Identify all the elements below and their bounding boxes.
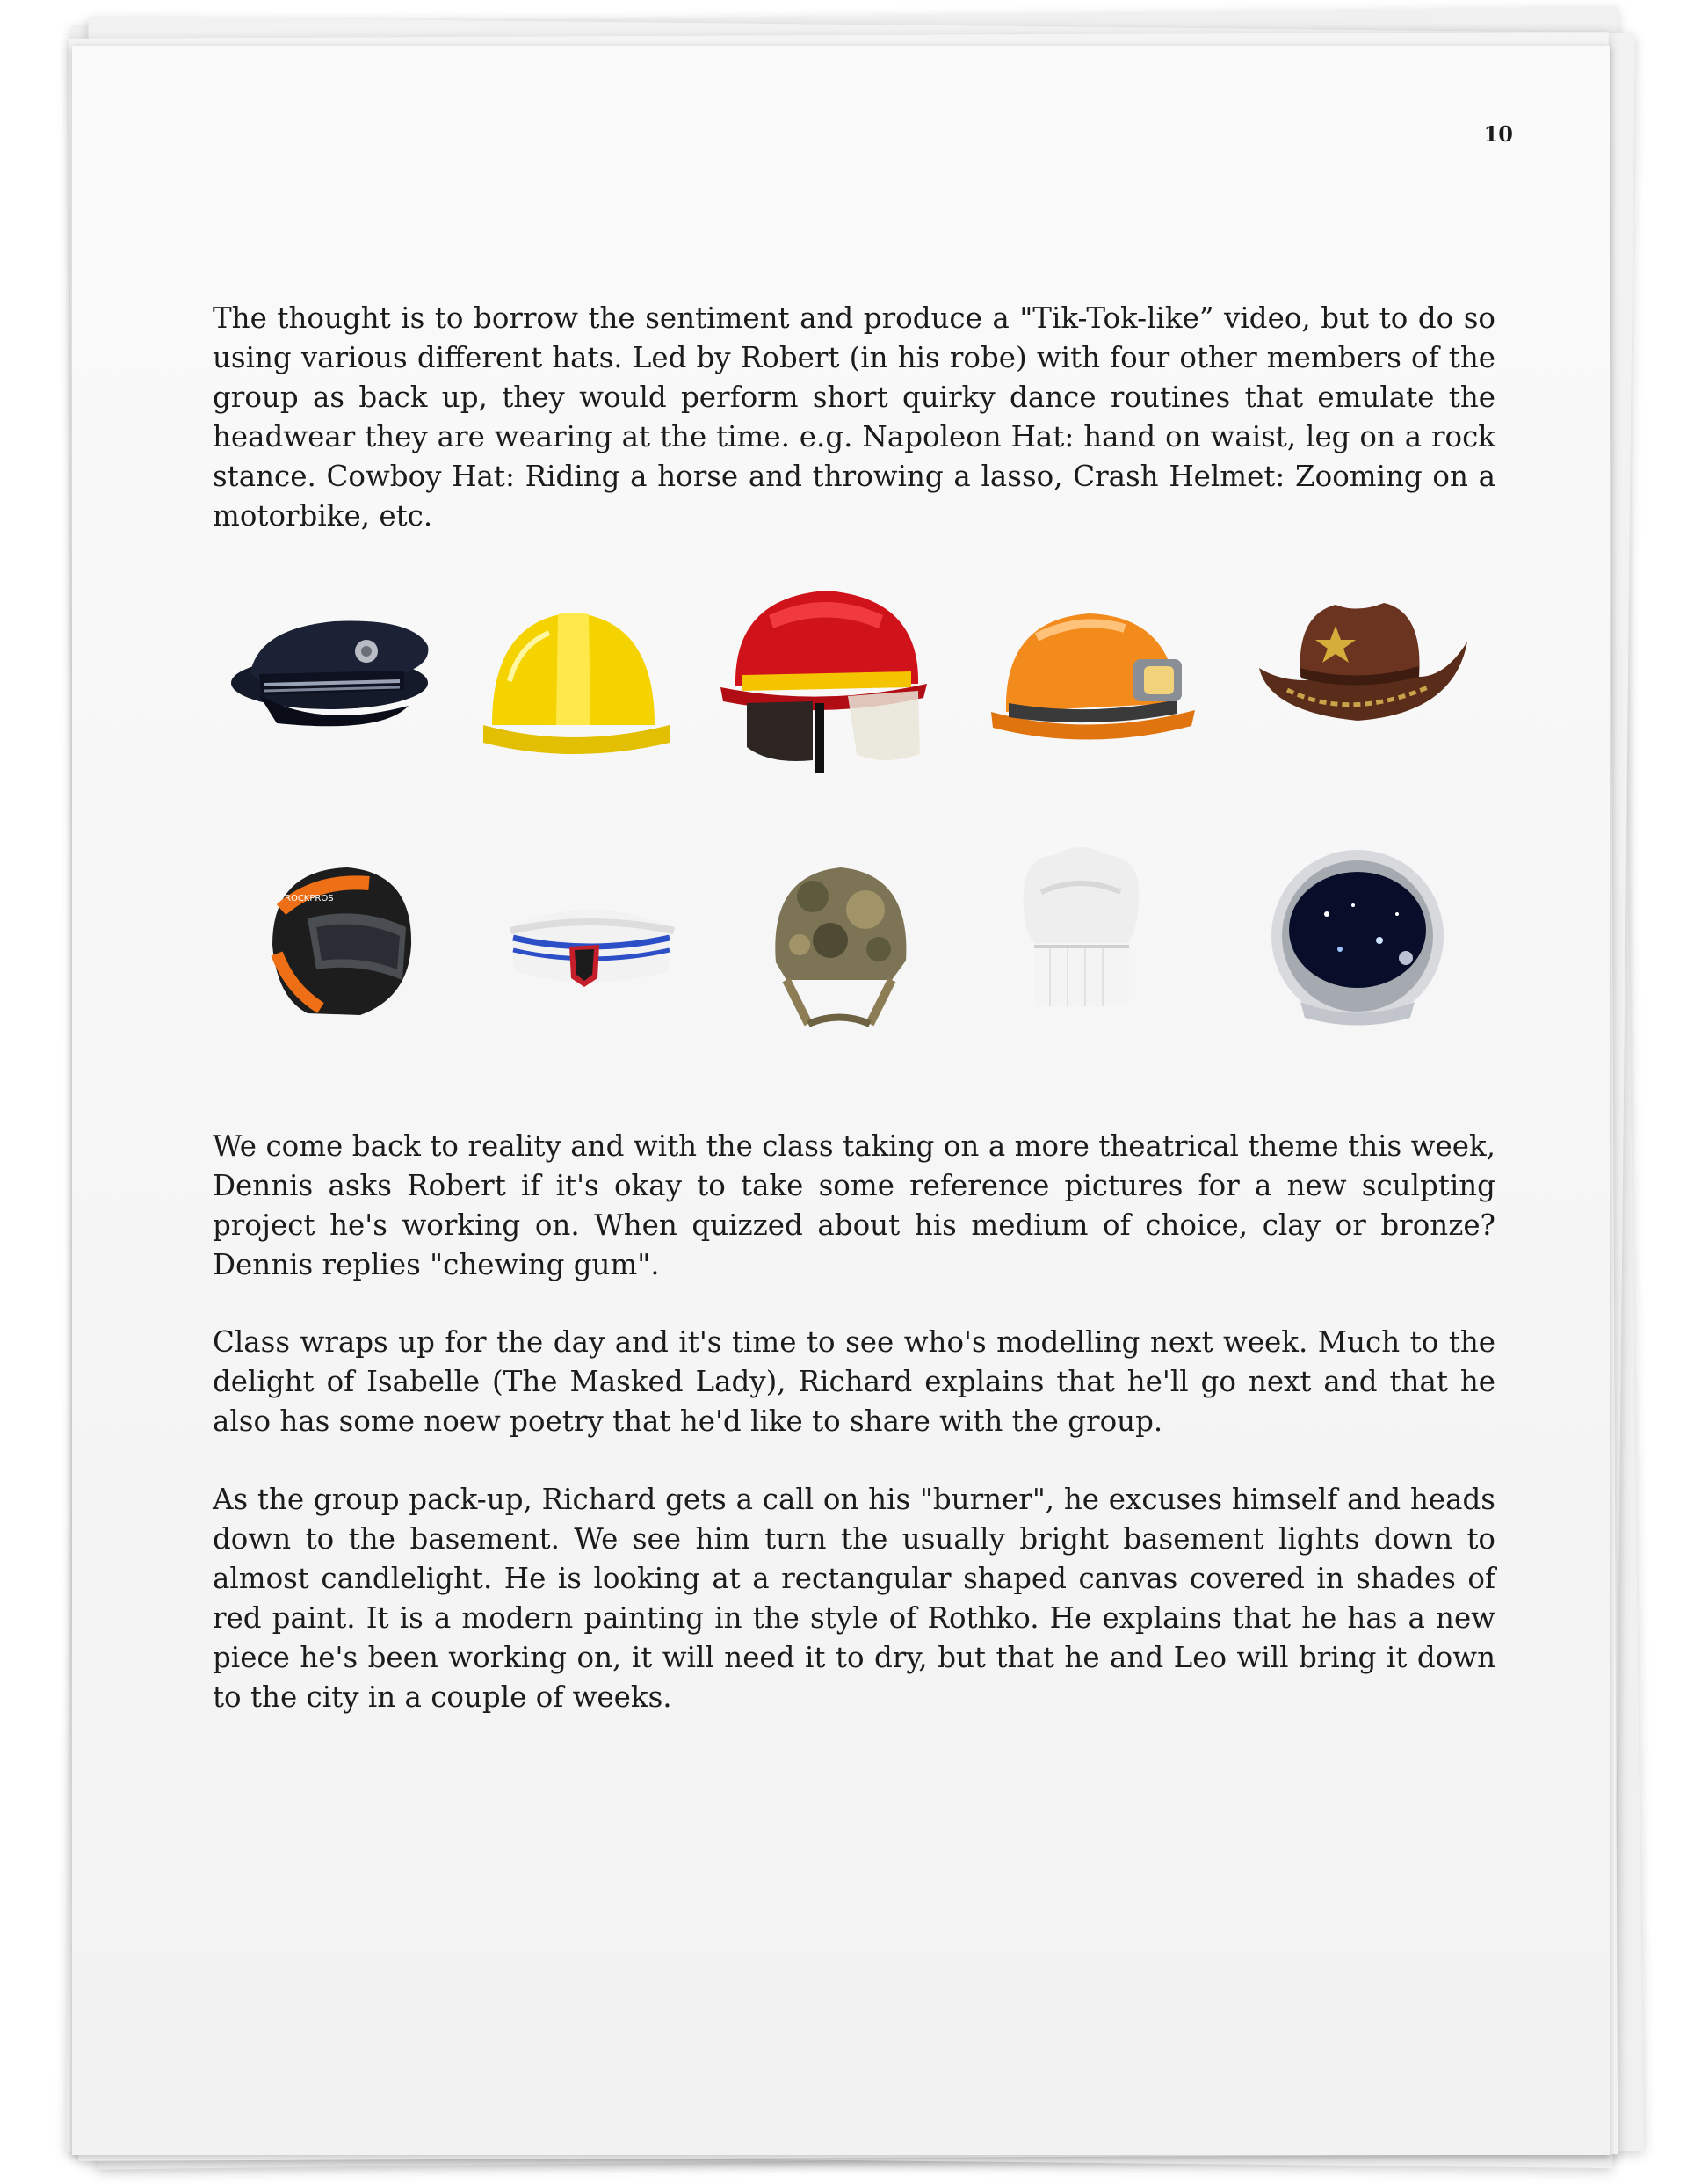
yellow-hard-hat-icon [474, 593, 672, 769]
space-helmet-icon [1265, 844, 1450, 1028]
red-firefighter-helmet-icon [716, 580, 931, 782]
motorcycle-helmet-icon [255, 857, 422, 1024]
page-number: 10 [1483, 121, 1513, 147]
helmet-brand-label: ROCKPROS [285, 894, 334, 903]
camouflage-military-helmet-icon [760, 857, 918, 1033]
sailor-hat-icon [501, 892, 681, 998]
orange-miner-helmet-icon [984, 598, 1204, 756]
paragraph-back-to-reality: We come back to reality and with the class taking on a more theatrical theme this week, Dennis asks Robert if it's okay to take some reference pictures for a new sculpting project he's working on. When quizzed about his medium of choice, clay or bronze? Dennis replies "chewing gum". [213, 1129, 1495, 1281]
police-cap-icon [224, 611, 435, 743]
paragraph-hats-concept: The thought is to borrow the sentiment and produce a "Tik-Tok-like” video, but to do so using various different hats. Led by Robert (in his robe) with four other members of the group as back up, they would perform short quirky dance routines that emulate the headwear they are wearing at the time. e.g. Napoleon Hat: hand on waist, leg on a rock stance. Cowboy Hat: Riding a horse and throwing a lasso, Crash Helmet: Zooming on a motorbike, etc. [213, 301, 1495, 533]
paragraph-basement-painting: As the group pack-up, Richard gets a call on his "burner", he excuses himself and heads down to the basement. We see him turn the usually bright basement lights down to almost candlelight. He is looking at a rectangular shaped canvas covered in shades of red paint. It is a modern painting in the style of Rothko. He explains that he has a new piece he's been working on, it will need it to dry, but that he and Leo will bring it down to the city in a couple of weeks. [213, 1483, 1495, 1714]
brown-sheriff-cowboy-hat-icon [1252, 589, 1472, 747]
paragraph-class-wraps-up: Class wraps up for the day and it's time to see who's modelling next week. Much to the delight of Isabelle (The Masked Lady), Richard explains that he'll go next and that he also has some noew poetry that he'd like to share with the group. [213, 1325, 1495, 1438]
white-chef-hat-icon [1015, 839, 1147, 1015]
